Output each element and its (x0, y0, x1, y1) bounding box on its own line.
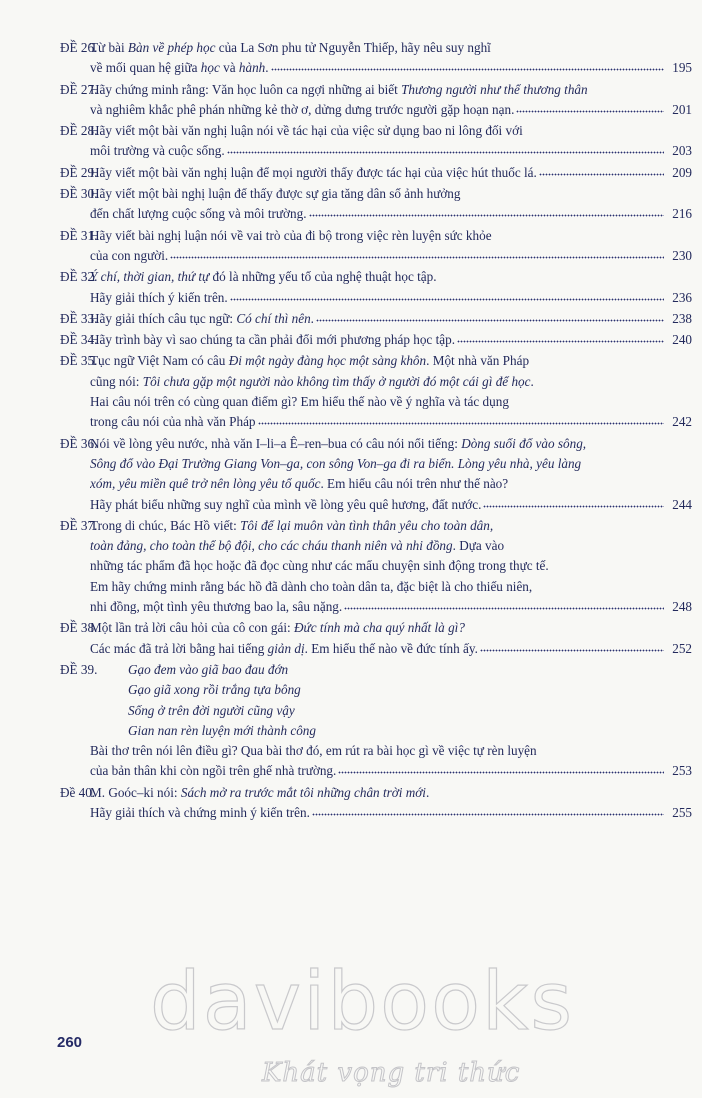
page-ref: 242 (672, 414, 692, 430)
italic-text: Đức tính mà cha quý nhất là gì? (294, 620, 465, 636)
entry-line: Một lần trả lời câu hỏi của cô con gái: Đức tính mà cha quý nhất là gì? (90, 620, 465, 636)
entry-last-line (90, 639, 692, 659)
entry-label: ĐỀ 33. (60, 310, 98, 326)
italic-text: Bàn về phép học (127, 40, 216, 55)
italic-text: Đi một ngày đàng học một sàng khôn (228, 353, 427, 369)
entry-last-line (90, 412, 692, 432)
entry-line: của bản thân khi còn ngồi trên ghế nhà trường. (90, 763, 337, 779)
entry-line: và nghiêm khắc phê phán những kẻ thờ ơ, dửng dưng trước người gặp hoạn nạn. (90, 101, 515, 117)
dot-leader (227, 151, 664, 155)
italic-text: Ý chí, thời gian, thứ tự (90, 269, 210, 285)
dot-leader (258, 422, 664, 426)
entry-line: Trong di chúc, Bác Hồ viết: Tôi để lại muôn vàn tình thân yêu cho toàn dân, (90, 517, 494, 533)
italic-text: Sách mở ra trước mắt tôi những chân trời mới (180, 784, 426, 800)
dot-leader (516, 110, 664, 114)
entry-label: ĐỀ 27. (60, 81, 98, 97)
entry-label: ĐỀ 37. (60, 517, 98, 533)
entry-label: ĐỀ 26. (60, 40, 98, 55)
toc-entry (60, 783, 692, 824)
entry-line: Hãy phát biểu những suy nghĩ của mình về lòng yêu quê hương, đất nước. (90, 496, 482, 512)
entry-last-line (90, 163, 692, 183)
entry-line: Hãy viết một bài văn nghị luận nói về tác hại của việc sử dụng bao ni lông đối với (90, 123, 523, 139)
entry-line: Hãy chứng minh rằng: Văn học luôn ca ngợi những ai biết Thương người như thể thương thân (90, 81, 588, 97)
page-ref: 238 (672, 310, 692, 326)
page-ref: 209 (672, 164, 692, 180)
entry-line: những tác phẩm đã học hoặc đã đọc cùng như các mẩu chuyện sinh động trong thực tế. (90, 558, 549, 574)
page-ref: 203 (672, 143, 692, 159)
entry-label: ĐỀ 29. (60, 164, 98, 180)
entry-line: cũng nói: Tôi chưa gặp một người nào không tìm thấy ở người đó một cái gì để học. (90, 373, 534, 389)
entry-body (90, 226, 692, 267)
toc-entry (60, 226, 692, 267)
entry-body (90, 163, 692, 183)
entry-label: ĐỀ 28. (60, 123, 98, 139)
poem-line: Gạo đem vào giã bao đau đớn (128, 661, 289, 677)
italic-text: hành (238, 60, 266, 76)
dot-leader (309, 214, 665, 218)
dot-leader (230, 298, 664, 302)
toc-entry (60, 309, 692, 329)
poem-line: Gian nan rèn luyện mới thành công (128, 722, 316, 738)
entry-last-line (90, 58, 692, 78)
entry-line: đến chất lượng cuộc sống và môi trường. (90, 206, 307, 222)
italic-text: Tôi để lại muôn vàn tình thân yêu cho toàn dân, (240, 517, 494, 533)
page-ref: 253 (672, 763, 692, 779)
entry-line (90, 454, 692, 474)
entry-line: Bài thơ trên nói lên điều gì? Qua bài thơ đó, em rút ra bài học gì về việc tự rèn luyện (90, 743, 537, 759)
entry-line: về mối quan hệ giữa học và hành. (90, 60, 269, 76)
page-ref: 248 (672, 599, 692, 615)
entry-line: Em hãy chứng minh rằng bác hồ đã dành cho toàn dân ta, đặc biệt là cho thiếu niên, (90, 578, 533, 594)
entry-label: ĐỀ 34. (60, 332, 98, 348)
entry-last-line (90, 288, 692, 308)
entry-line: toàn đảng, cho toàn thể bộ đội, cho các cháu thanh niên và nhi đồng. Dựa vào (90, 538, 505, 554)
dot-leader (344, 607, 664, 611)
entry-label: ĐỀ 36. (60, 435, 98, 451)
entry-body (90, 434, 692, 515)
toc-entry (60, 434, 692, 515)
page-ref: 244 (672, 496, 692, 512)
entry-line: xóm, yêu miền quê trở nên lòng yêu tổ quốc. Em hiểu câu nói trên như thế nào? (90, 476, 509, 492)
entry-line: Hai câu nói trên có cùng quan điểm gì? Em hiểu thế nào về ý nghĩa và tác dụng (90, 394, 509, 410)
entry-body (90, 267, 692, 308)
toc-entry (60, 618, 692, 659)
page-ref: 216 (672, 206, 692, 222)
page-ref: 201 (672, 101, 692, 117)
toc-entry (60, 330, 692, 350)
entry-last-line (90, 204, 692, 224)
page-ref: 240 (672, 332, 692, 348)
entry-last-line (90, 141, 692, 161)
entry-line: M. Goóc–ki nói: Sách mở ra trước mắt tôi những chân trời mới. (90, 784, 430, 800)
entry-body (90, 660, 692, 782)
dot-leader (483, 505, 664, 509)
page-number: 260 (57, 1034, 83, 1051)
italic-text: Dòng suối đổ vào sông, (461, 435, 587, 451)
toc-entry (60, 38, 692, 79)
dot-leader (480, 649, 664, 653)
entry-line: Hãy giải thích câu tục ngữ: Có chí thì nên. (90, 310, 314, 326)
page-ref: 236 (672, 289, 692, 305)
entry-label: ĐỀ 31. (60, 227, 98, 243)
entry-line: của con người. (90, 247, 169, 263)
entry-line: Từ bài Bàn về phép học của La Sơn phu tử Nguyễn Thiếp, hãy nêu suy nghĩ (90, 40, 491, 55)
dot-leader (338, 771, 664, 775)
entry-body (90, 351, 692, 432)
entry-body (90, 783, 692, 824)
entry-label: ĐỀ 38. (60, 620, 98, 636)
dot-leader (457, 340, 664, 344)
italic-text: Có chí thì nên (236, 310, 311, 326)
toc-entry (60, 516, 692, 617)
watermark-logo: davibooks (150, 955, 575, 1048)
dot-leader (312, 813, 664, 817)
italic-text: Tôi chưa gặp một người nào không tìm thấy ở người đó một cái gì để học (142, 373, 531, 389)
entry-last-line (90, 597, 692, 617)
entry-label: ĐỀ 30. (60, 186, 98, 202)
dot-leader (539, 173, 664, 177)
entry-last-line (90, 100, 692, 120)
entry-body (90, 516, 692, 617)
page-ref: 230 (672, 247, 692, 263)
entry-line: môi trường và cuộc sống. (90, 143, 225, 159)
italic-text: xóm, yêu miền quê trở nên lòng yêu tổ quốc (90, 476, 321, 492)
entry-line: Ý chí, thời gian, thứ tự đó là những yếu tố của nghệ thuật học tập. (90, 269, 437, 285)
table-of-contents (60, 38, 692, 824)
entry-body (90, 618, 692, 659)
page-ref: 252 (672, 640, 692, 656)
entry-line: Các mác đã trả lời bằng hai tiếng giản dị. Em hiểu thế nào về đức tính ấy. (90, 640, 478, 656)
entry-body (90, 309, 692, 329)
entry-last-line (90, 761, 692, 781)
entry-line: trong câu nói của nhà văn Pháp (90, 414, 256, 430)
poem-line: Sống ở trên đời người cũng vậy (128, 702, 295, 718)
entry-line: Hãy viết bài nghị luận nói về vai trò của đi bộ trong việc rèn luyện sức khỏe (90, 227, 492, 243)
toc-entry (60, 121, 692, 162)
entry-label: ĐỀ 39. (60, 661, 98, 677)
toc-entry (60, 80, 692, 121)
watermark-slogan: Khát vọng tri thức (262, 1058, 521, 1088)
entry-last-line (90, 495, 692, 515)
toc-entry (60, 351, 692, 432)
page-ref: 255 (672, 804, 692, 820)
entry-last-line (90, 309, 692, 329)
toc-entry (60, 163, 692, 183)
entry-label: Đề 40. (60, 784, 96, 800)
toc-entry (60, 267, 692, 308)
entry-line: nhi đồng, một tình yêu thương bao la, sâu nặng. (90, 599, 343, 615)
italic-text: Thương người như thể thương thân (401, 81, 588, 97)
entry-last-line (90, 803, 692, 823)
entry-label: ĐỀ 32. (60, 269, 98, 285)
entry-body (90, 121, 692, 162)
italic-text: toàn đảng, cho toàn thể bộ đội, cho các cháu thanh niên và nhi đồng (90, 538, 453, 554)
poem-line: Gạo giã xong rồi trắng tựa bông (128, 682, 301, 698)
dot-leader (271, 68, 664, 72)
dot-leader (170, 256, 664, 260)
entry-last-line (90, 330, 692, 350)
entry-last-line (90, 246, 692, 266)
toc-entry (60, 660, 692, 782)
entry-line: Tục ngữ Việt Nam có câu Đi một ngày đàng học một sàng khôn. Một nhà văn Pháp (90, 353, 530, 369)
entry-line: Hãy viết một bài văn nghị luận để mọi người thấy được tác hại của việc hút thuốc lá. (90, 164, 537, 180)
entry-line: Hãy giải thích ý kiến trên. (90, 289, 228, 305)
entry-line: Hãy trình bày vì sao chúng ta cần phải đổi mới phương pháp học tập. (90, 332, 455, 348)
dot-leader (316, 319, 664, 323)
entry-line: Hãy giải thích và chứng minh ý kiến trên. (90, 804, 310, 820)
toc-entry (60, 184, 692, 225)
entry-label: ĐỀ 35. (60, 353, 98, 369)
entry-body (90, 184, 692, 225)
entry-line: Nói về lòng yêu nước, nhà văn I–li–a Ê–ren–bua có câu nói nổi tiếng: Dòng suối đổ vào sông, (90, 435, 587, 451)
entry-body (90, 80, 692, 121)
entry-body (90, 330, 692, 350)
page-ref: 195 (672, 60, 692, 76)
italic-text: Sông đổ vào Đại Trường Giang Von–ga, con sông Von–ga đi ra biển. Lòng yêu nhà, yêu làng (90, 455, 582, 471)
entry-line: Hãy viết một bài nghị luận để thấy được sự gia tăng dân số ảnh hưởng (90, 186, 461, 202)
entry-body (90, 38, 692, 79)
italic-text: giản dị (267, 640, 305, 656)
italic-text: học (200, 60, 220, 76)
